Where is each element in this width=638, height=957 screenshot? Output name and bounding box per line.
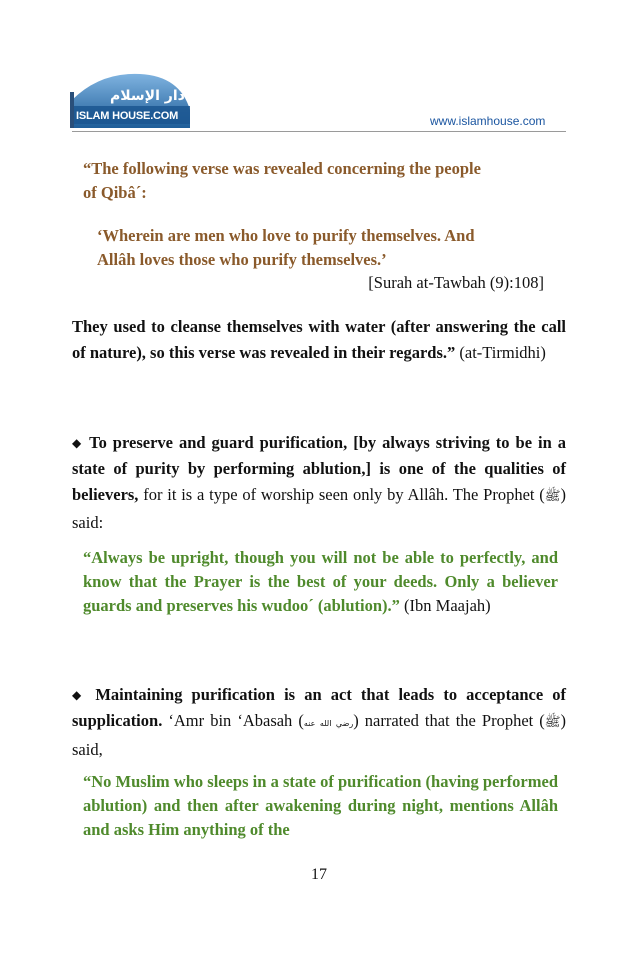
paragraph-3-bold: Maintaining purification is an act that leads to acceptance of supplication. xyxy=(72,685,566,730)
verse-line1: ‘Wherein are men who love to purify themselves. And xyxy=(97,226,475,245)
paragraph-2 xyxy=(72,430,566,536)
paragraph-3-text-c: ) said, xyxy=(72,711,567,759)
verse-reference: [Surah at-Tawbah (9):108] xyxy=(368,273,544,292)
quote3 xyxy=(83,770,558,842)
quote2 xyxy=(83,546,558,618)
logo-latin-text: ISLAM HOUSE.COM xyxy=(76,110,179,122)
verse-quote xyxy=(97,224,547,272)
paragraph-2-text-b: ) said: xyxy=(72,485,566,532)
verse-line2: Allâh loves those who purify themselves.’ xyxy=(97,250,387,269)
logo-arabic-text: دار الإسلام xyxy=(110,88,185,104)
site-url-link[interactable]: www.islamhouse.com xyxy=(430,114,546,128)
quote1-line1: “The following verse was revealed concerning the people xyxy=(83,159,481,178)
quote1 xyxy=(83,157,558,205)
paragraph-1-citation: (at-Tirmidhi) xyxy=(459,343,546,362)
paragraph-2-bold: To preserve and guard purification, [by always striving to be in a state of purity by performing ablution,] is one of the qualities of believers, xyxy=(72,433,567,504)
paragraph-1 xyxy=(72,314,566,366)
islamhouse-logo xyxy=(70,70,192,130)
paragraph-1-bold: They used to cleanse themselves with water (after answering the call of nature), so this verse was revealed in their regards.” xyxy=(72,317,566,362)
quote3-text: “No Muslim who sleeps in a state of purification (having performed ablution) and then after awakening during night, mentions Allâh and asks Him anything of the xyxy=(83,772,558,839)
quote2-text: “Always be upright, though you will not be able to perfectly, and know that the Prayer is the best of your deeds. Only a believer guards and preserves his wudoo´ (ablution).” xyxy=(83,548,558,615)
quote1-line2: of Qibâ´: xyxy=(83,183,147,202)
honorific-prophet-icon: ﷺ xyxy=(544,715,561,730)
quote2-citation: (Ibn Maajah) xyxy=(404,596,491,615)
bullet-diamond-icon: ◆ xyxy=(72,436,84,450)
paragraph-3-text-b: ) narrated that the Prophet ( xyxy=(353,711,545,730)
header-divider xyxy=(72,131,566,132)
paragraph-3-text-a: ‘Amr bin ‘Abasah ( xyxy=(168,711,304,730)
paragraph-3 xyxy=(72,682,566,763)
honorific-prophet-icon: ﷺ xyxy=(544,489,561,504)
honorific-companion-icon: رضي الله عنه xyxy=(303,719,354,728)
paragraph-2-text-a: for it is a type of worship seen only by Allâh. The Prophet ( xyxy=(143,485,545,504)
page-number: 17 xyxy=(311,866,327,883)
bullet-diamond-icon: ◆ xyxy=(72,688,87,702)
